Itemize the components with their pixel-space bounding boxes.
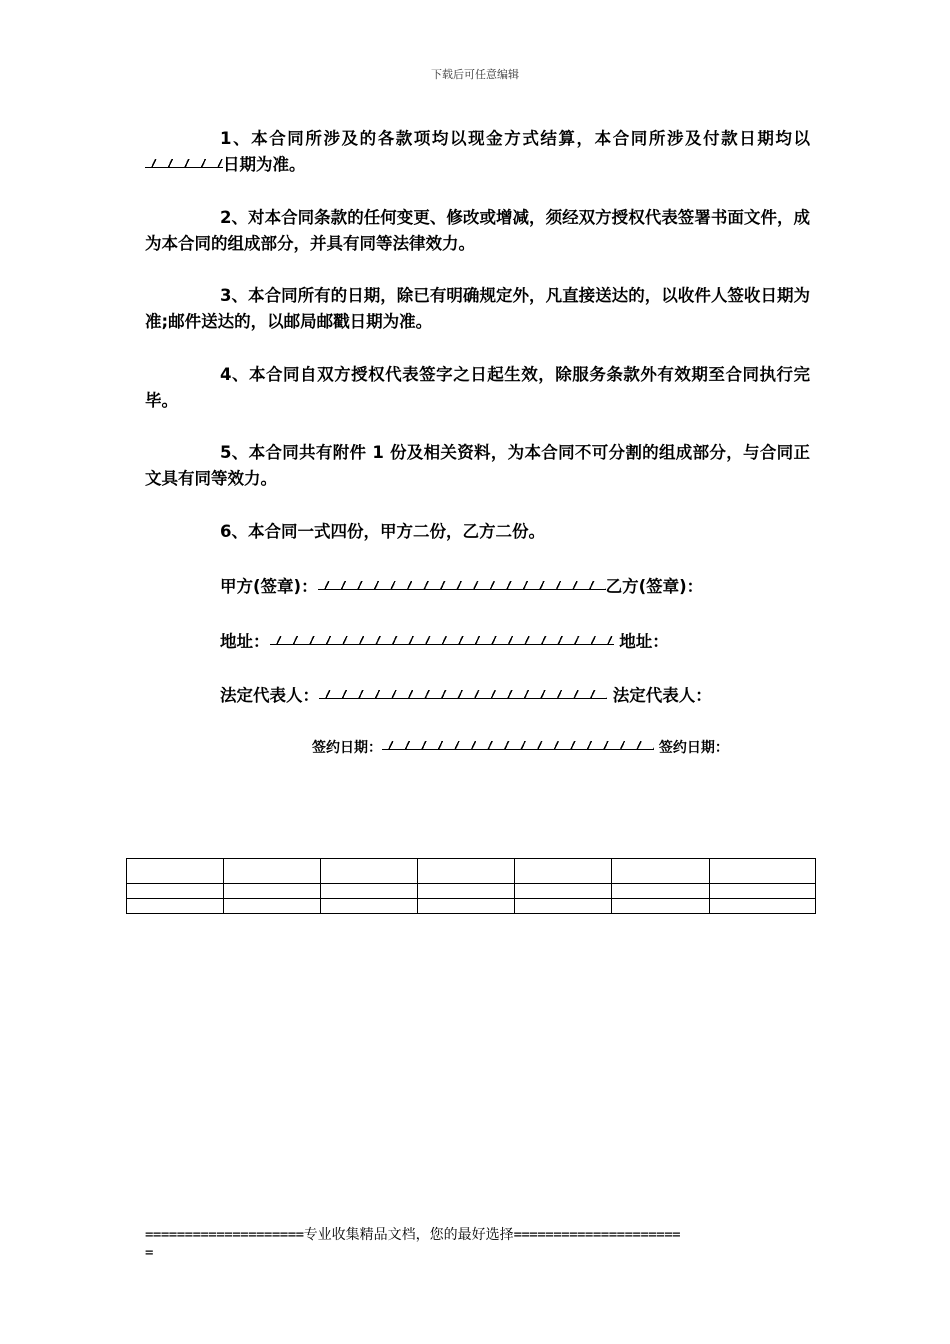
clause-4 xyxy=(145,362,810,414)
table-cell xyxy=(127,899,224,914)
table-row xyxy=(127,884,816,899)
clause-number: 2 xyxy=(220,208,232,227)
legal-rep-a-label: 法定代表人： xyxy=(220,686,319,705)
table-cell xyxy=(710,884,816,899)
table-cell xyxy=(612,899,710,914)
table-cell xyxy=(127,884,224,899)
party-signature-row xyxy=(220,573,703,597)
clause-number: 3 xyxy=(220,286,232,305)
table-cell xyxy=(418,884,515,899)
table-cell xyxy=(418,899,515,914)
table-cell xyxy=(224,884,321,899)
party-b-label: 乙方(签章)： xyxy=(605,577,704,596)
footer-divider: = xyxy=(145,1245,153,1261)
table-row xyxy=(127,899,816,914)
table-cell xyxy=(224,859,321,884)
table-cell xyxy=(612,859,710,884)
table-cell xyxy=(515,859,612,884)
address-b-label: 地址： xyxy=(619,632,669,651)
legal-rep-row xyxy=(220,682,712,706)
footer-text: 专业收集精品文档，您的最好选择 xyxy=(303,1227,514,1243)
page-header: 下载后可任意编辑 xyxy=(431,68,519,81)
clause-text: 、本合同共有附件 xyxy=(231,443,367,462)
table-cell xyxy=(418,859,515,884)
blank-line xyxy=(319,690,607,699)
attachment-count: 1 xyxy=(372,443,384,462)
clause-text: 、本合同所有的日期，除已有明确规定外，凡直接送达的，以收件人签收日期为准;邮件送达的，以邮局邮戳日期为准。 xyxy=(145,286,810,331)
sign-date-b-label: 签约日期： xyxy=(658,740,729,756)
sign-date-a-label: 签约日期： xyxy=(312,740,382,756)
sign-date-row xyxy=(312,737,729,757)
page-footer xyxy=(145,1226,810,1262)
clause-text: 、本合同一式四份，甲方二份，乙方二份。 xyxy=(231,522,545,541)
clause-text: 、本合同自双方授权代表签字之日起生效，除服务条款外有效期至合同执行完毕。 xyxy=(145,365,810,410)
clause-6 xyxy=(145,519,810,545)
address-row xyxy=(220,628,669,652)
table-cell xyxy=(710,859,816,884)
clause-number: 4 xyxy=(220,365,232,384)
footer-divider: ==================== xyxy=(145,1227,304,1243)
address-a-label: 地址： xyxy=(220,632,270,651)
clause-3 xyxy=(145,283,810,335)
table-cell xyxy=(321,884,418,899)
table-cell xyxy=(127,859,224,884)
clause-number: 5 xyxy=(220,443,232,462)
table-cell xyxy=(321,859,418,884)
table-cell xyxy=(321,899,418,914)
table-cell xyxy=(515,884,612,899)
clause-number: 6 xyxy=(220,522,232,541)
legal-rep-b-label: 法定代表人： xyxy=(612,686,712,705)
clause-text: 、本合同所涉及的各款项均以现金方式结算，本合同所涉及付款日期均以 xyxy=(231,129,810,148)
footer-divider: ===================== xyxy=(513,1227,681,1243)
clause-2 xyxy=(145,205,810,257)
table-cell xyxy=(515,899,612,914)
blank-line xyxy=(145,159,223,168)
clause-text: 、对本合同条款的任何变更、修改或增减，须经双方授权代表签署书面文件，成为本合同的组成部分，并具有同等法律效力。 xyxy=(145,208,810,253)
clause-text: 日期为准。 xyxy=(223,155,306,174)
blank-line xyxy=(382,741,654,750)
clause-5 xyxy=(145,440,810,492)
party-a-label: 甲方(签章)： xyxy=(220,577,318,596)
table-cell xyxy=(710,899,816,914)
table-cell xyxy=(224,899,321,914)
clause-1 xyxy=(145,126,810,178)
clause-text: 份及相关资料，为本合同不可分割的组成部分，与合同正文具有同等效力。 xyxy=(145,443,811,488)
blank-line xyxy=(318,581,606,590)
table-row xyxy=(127,859,816,884)
blank-line xyxy=(270,636,614,645)
clause-number: 1 xyxy=(220,129,232,148)
table-cell xyxy=(612,884,710,899)
empty-table xyxy=(126,858,816,914)
